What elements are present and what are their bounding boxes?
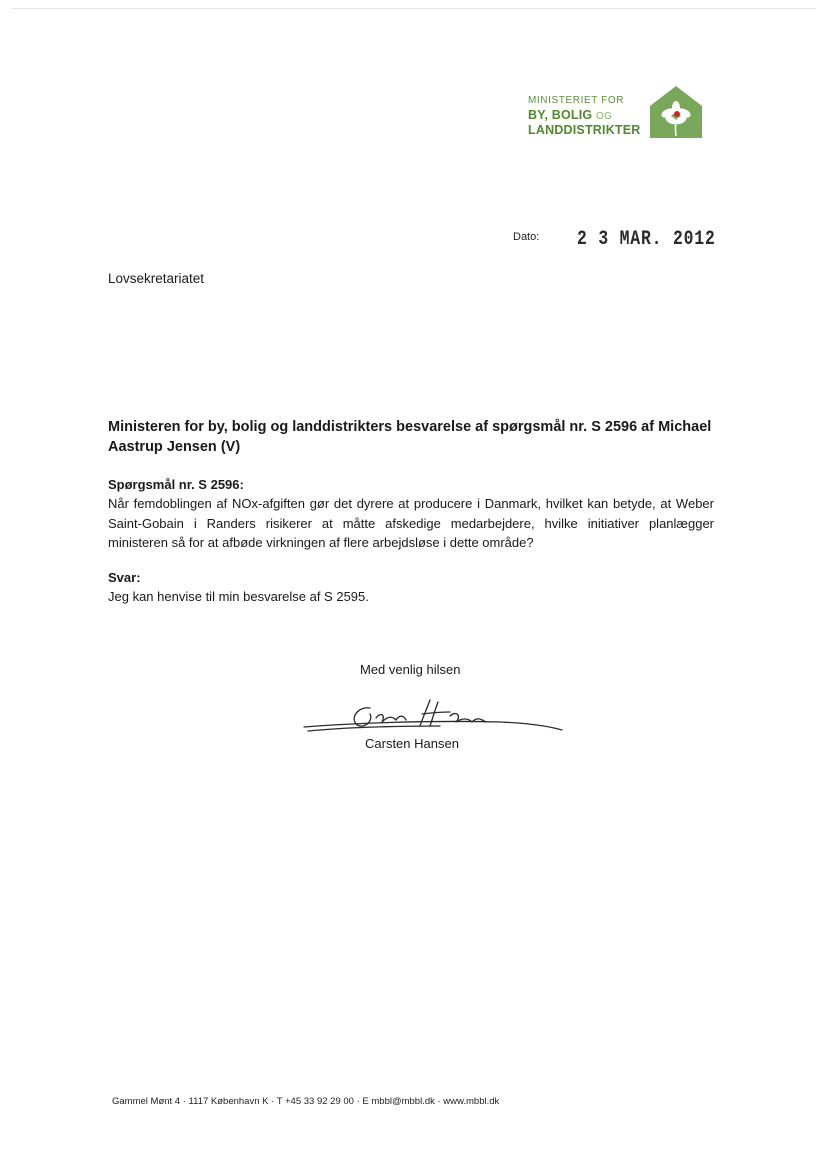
top-rule <box>12 8 816 9</box>
answer-body: Jeg kan henvise til min besvarelse af S 2595. <box>108 589 369 604</box>
logo-line-2 <box>528 109 641 122</box>
answer-heading: Svar: <box>108 570 141 585</box>
footer-contact: Gammel Mønt 4 · 1117 København K · T +45 33 92 29 00 · E mbbl@mbbl.dk · www.mbbl.dk <box>112 1096 500 1107</box>
subject-heading: Ministeren for by, bolig og landdistrikters besvarelse af spørgsmål nr. S 2596 af Michael Aastrup Jensen (V) <box>108 419 712 455</box>
logo-line-3: LANDDISTRIKTER <box>528 123 641 137</box>
date-label: Dato: <box>513 231 540 243</box>
question-body: Når femdoblingen af NOx-afgiften gør det dyrere at producere i Danmark, hvilket kan betyde, at Weber Saint-Gobain i Randers risikerer at måtte afskedige medarbejdere, hvilke initiativer planlægger ministeren så for at afbøde virkningen af flere arbejdsløse i dette område? <box>108 496 714 550</box>
signer-name: Carsten Hansen <box>365 736 459 751</box>
recipient: Lovsekretariatet <box>108 271 205 286</box>
logo-line-1: MINISTERIET FOR <box>528 95 625 106</box>
closing-greeting: Med venlig hilsen <box>360 662 461 677</box>
logo-line-2-main: BY, BOLIG <box>528 108 593 122</box>
date-stamp: 2 3 MAR. 2012 <box>577 228 716 251</box>
handwritten-signature <box>300 694 564 740</box>
question-heading: Spørgsmål nr. S 2596: <box>108 477 244 492</box>
ministry-logo <box>528 84 708 142</box>
logo-line-2-og: OG <box>596 111 612 122</box>
logo-text <box>528 96 641 137</box>
house-flower-icon <box>648 84 704 140</box>
